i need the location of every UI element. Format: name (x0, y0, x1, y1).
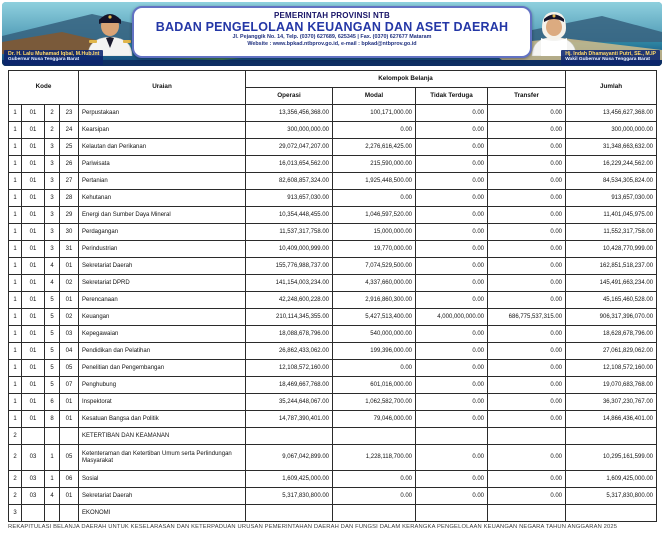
value-cell: 0.00 (333, 471, 416, 488)
uraian-cell: Perencanaan (79, 292, 246, 309)
uraian-cell: Inspektorat (79, 394, 246, 411)
kode-cell: 3 (45, 156, 60, 173)
budget-table-container (8, 70, 656, 522)
kode-cell: 05 (60, 360, 79, 377)
value-cell: 1,609,425,000.00 (246, 471, 333, 488)
value-cell (333, 505, 416, 522)
governor-photo (80, 4, 140, 56)
header-modal: Modal (333, 88, 416, 105)
kode-cell: 02 (60, 309, 79, 326)
kode-cell: 28 (60, 190, 79, 207)
header-kelompok-belanja: Kelompok Belanja (246, 71, 566, 88)
uraian-cell: EKONOMI (79, 505, 246, 522)
kode-cell: 01 (22, 173, 45, 190)
value-cell: 0.00 (333, 190, 416, 207)
value-cell: 100,171,000.00 (333, 105, 416, 122)
value-cell: 141,154,003,234.00 (246, 275, 333, 292)
kode-cell: 01 (22, 207, 45, 224)
kode-cell: 1 (9, 122, 22, 139)
value-cell (416, 428, 488, 445)
value-cell: 155,776,988,737.00 (246, 258, 333, 275)
value-cell (566, 428, 657, 445)
table-row (9, 241, 657, 258)
uraian-cell: Sosial (79, 471, 246, 488)
value-cell: 0.00 (416, 377, 488, 394)
value-cell: 0.00 (333, 122, 416, 139)
uraian-cell: Perpustakaan (79, 105, 246, 122)
kode-cell: 3 (45, 207, 60, 224)
kode-cell: 1 (9, 360, 22, 377)
value-cell: 0.00 (488, 190, 566, 207)
kode-cell (45, 505, 60, 522)
kode-cell: 3 (45, 241, 60, 258)
kode-cell: 29 (60, 207, 79, 224)
value-cell: 0.00 (488, 488, 566, 505)
value-cell: 0.00 (488, 343, 566, 360)
value-cell: 0.00 (333, 488, 416, 505)
table-row (9, 224, 657, 241)
kode-cell: 1 (45, 445, 60, 471)
kode-cell: 04 (60, 343, 79, 360)
kode-cell: 01 (22, 394, 45, 411)
value-cell: 14,787,390,401.00 (246, 411, 333, 428)
value-cell: 15,000,000.00 (333, 224, 416, 241)
vice-governor-title: Wakil Gubernur Nusa Tenggara Barat (565, 57, 650, 63)
value-cell: 5,317,830,800.00 (566, 488, 657, 505)
recap-footnote: REKAPITULASI BELANJA DAERAH UNTUK KESELARASAN DAN KETERPADUAN URUSAN PEMERINTAHAN DAERAH DAN FUNGSI DALAM KERANGKA PENGELOLAAN KEUANGAN NEGARA TAHUN ANGGARAN 2025 (8, 524, 618, 530)
value-cell: 0.00 (416, 105, 488, 122)
value-cell: 12,108,572,160.00 (566, 360, 657, 377)
table-row (9, 207, 657, 224)
value-cell: 0.00 (416, 292, 488, 309)
kode-cell: 4 (45, 488, 60, 505)
value-cell: 13,456,627,368.00 (566, 105, 657, 122)
header-kode: Kode (9, 71, 79, 105)
table-row (9, 360, 657, 377)
kode-cell: 5 (45, 343, 60, 360)
value-cell: 18,469,667,768.00 (246, 377, 333, 394)
kode-cell: 01 (22, 224, 45, 241)
value-cell: 1,046,597,520.00 (333, 207, 416, 224)
value-cell: 19,070,683,768.00 (566, 377, 657, 394)
kode-cell (60, 505, 79, 522)
value-cell: 0.00 (333, 360, 416, 377)
header-tidak-terduga: Tidak Terduga (416, 88, 488, 105)
value-cell: 11,552,317,758.00 (566, 224, 657, 241)
value-cell: 0.00 (416, 122, 488, 139)
kode-cell: 30 (60, 224, 79, 241)
value-cell: 0.00 (488, 139, 566, 156)
kode-cell: 01 (22, 156, 45, 173)
kode-cell: 5 (45, 292, 60, 309)
header-uraian: Uraian (79, 71, 246, 105)
kode-cell: 2 (9, 445, 22, 471)
kode-cell: 1 (9, 207, 22, 224)
value-cell: 13,356,456,368.00 (246, 105, 333, 122)
kode-cell: 03 (22, 488, 45, 505)
governor-figure-icon (80, 4, 140, 56)
value-cell: 36,307,230,767.00 (566, 394, 657, 411)
value-cell: 0.00 (416, 139, 488, 156)
kode-cell: 1 (9, 394, 22, 411)
value-cell: 18,628,678,796.00 (566, 326, 657, 343)
governor-title: Gubernur Nusa Tenggara Barat (8, 57, 80, 63)
table-row (9, 428, 657, 445)
value-cell: 0.00 (416, 326, 488, 343)
kode-cell: 24 (60, 122, 79, 139)
header-jumlah: Jumlah (566, 71, 657, 105)
budget-table (8, 70, 657, 522)
kode-cell: 07 (60, 377, 79, 394)
value-cell: 0.00 (416, 156, 488, 173)
value-cell: 0.00 (488, 207, 566, 224)
uraian-cell: KETERTIBAN DAN KEAMANAN (79, 428, 246, 445)
value-cell: 35,244,648,067.00 (246, 394, 333, 411)
value-cell: 10,409,000,999.00 (246, 241, 333, 258)
value-cell: 4,337,660,000.00 (333, 275, 416, 292)
kode-cell: 01 (22, 292, 45, 309)
value-cell (416, 505, 488, 522)
value-cell: 0.00 (416, 411, 488, 428)
value-cell: 210,114,345,355.00 (246, 309, 333, 326)
kode-cell: 5 (45, 377, 60, 394)
kode-cell (22, 428, 45, 445)
kode-cell: 31 (60, 241, 79, 258)
uraian-cell: Kepegawaian (79, 326, 246, 343)
value-cell: 45,165,460,528.00 (566, 292, 657, 309)
uraian-cell: Kelautan dan Perikanan (79, 139, 246, 156)
value-cell: 686,775,537,315.00 (488, 309, 566, 326)
value-cell (488, 428, 566, 445)
value-cell: 199,396,000.00 (333, 343, 416, 360)
value-cell: 0.00 (488, 173, 566, 190)
governor-name: Dr. H. Lalu Muhamad Iqbal, M.Hub.Int (8, 50, 100, 57)
kode-cell: 01 (22, 122, 45, 139)
uraian-cell: Penghubung (79, 377, 246, 394)
kode-cell: 05 (60, 445, 79, 471)
kode-cell: 01 (22, 326, 45, 343)
value-cell: 540,000,000.00 (333, 326, 416, 343)
kode-cell (60, 428, 79, 445)
value-cell: 7,074,529,500.00 (333, 258, 416, 275)
value-cell: 913,657,030.00 (566, 190, 657, 207)
table-row (9, 505, 657, 522)
value-cell: 31,348,663,632.00 (566, 139, 657, 156)
kode-cell: 4 (45, 275, 60, 292)
value-cell: 11,401,045,975.00 (566, 207, 657, 224)
uraian-cell: Kesatuan Bangsa dan Politik (79, 411, 246, 428)
value-cell: 0.00 (488, 471, 566, 488)
kode-cell: 01 (60, 488, 79, 505)
table-row (9, 411, 657, 428)
value-cell: 11,537,317,758.00 (246, 224, 333, 241)
kode-cell: 1 (9, 190, 22, 207)
kode-cell: 1 (9, 275, 22, 292)
value-cell: 300,000,000.00 (246, 122, 333, 139)
value-cell (566, 505, 657, 522)
agency-website: Website : www.bpkad.ntbprov.go.id, e-mail : bpkad@ntbprov.go.id (247, 41, 417, 48)
kode-cell: 2 (45, 105, 60, 122)
table-row (9, 292, 657, 309)
value-cell: 913,657,030.00 (246, 190, 333, 207)
header-transfer: Transfer (488, 88, 566, 105)
header-operasi: Operasi (246, 88, 333, 105)
value-cell: 10,295,161,599.00 (566, 445, 657, 471)
kode-cell: 01 (60, 394, 79, 411)
kode-cell: 8 (45, 411, 60, 428)
value-cell: 215,590,000.00 (333, 156, 416, 173)
value-cell: 42,248,600,228.00 (246, 292, 333, 309)
kode-cell: 03 (60, 326, 79, 343)
value-cell (333, 428, 416, 445)
value-cell: 1,228,118,700.00 (333, 445, 416, 471)
kode-cell: 01 (22, 105, 45, 122)
table-row (9, 343, 657, 360)
value-cell: 18,088,678,796.00 (246, 326, 333, 343)
budget-table-body (9, 105, 657, 522)
value-cell: 4,000,000,000.00 (416, 309, 488, 326)
value-cell: 0.00 (488, 292, 566, 309)
value-cell: 162,851,518,237.00 (566, 258, 657, 275)
kode-cell: 5 (45, 326, 60, 343)
uraian-cell: Penelitian dan Pengembangan (79, 360, 246, 377)
table-row (9, 394, 657, 411)
value-cell: 0.00 (488, 445, 566, 471)
value-cell: 300,000,000.00 (566, 122, 657, 139)
uraian-cell: Perdagangan (79, 224, 246, 241)
vice-governor-photo (524, 4, 584, 56)
uraian-cell: Perindustrian (79, 241, 246, 258)
kode-cell: 1 (9, 139, 22, 156)
kode-cell: 4 (45, 258, 60, 275)
kode-cell: 01 (22, 275, 45, 292)
value-cell: 0.00 (488, 275, 566, 292)
uraian-cell: Sekretariat Daerah (79, 488, 246, 505)
kode-cell: 3 (45, 173, 60, 190)
value-cell: 0.00 (488, 360, 566, 377)
uraian-cell: Ketenteraman dan Ketertiban Umum serta Perlindungan Masyarakat (79, 445, 246, 471)
table-row (9, 488, 657, 505)
table-row (9, 326, 657, 343)
value-cell: 0.00 (416, 394, 488, 411)
kode-cell: 01 (60, 258, 79, 275)
kode-cell: 01 (22, 377, 45, 394)
value-cell (246, 505, 333, 522)
value-cell: 0.00 (416, 360, 488, 377)
vice-governor-name: Hj. Indah Dhamayanti Putri, SE., M.IP (565, 50, 656, 57)
value-cell: 601,016,000.00 (333, 377, 416, 394)
letterhead-plaque (132, 6, 532, 58)
value-cell: 26,862,433,062.00 (246, 343, 333, 360)
value-cell: 9,067,042,899.00 (246, 445, 333, 471)
value-cell: 0.00 (488, 122, 566, 139)
kode-cell: 03 (22, 471, 45, 488)
kode-cell: 03 (22, 445, 45, 471)
value-cell: 0.00 (416, 445, 488, 471)
kode-cell: 01 (22, 360, 45, 377)
uraian-cell: Pertanian (79, 173, 246, 190)
value-cell: 84,534,305,824.00 (566, 173, 657, 190)
kode-cell: 1 (9, 241, 22, 258)
kode-cell: 3 (45, 224, 60, 241)
kode-cell: 1 (9, 411, 22, 428)
uraian-cell: Energi dan Sumber Daya Mineral (79, 207, 246, 224)
uraian-cell: Keuangan (79, 309, 246, 326)
kode-cell: 06 (60, 471, 79, 488)
vice-governor-figure-icon (524, 4, 584, 56)
vice-governor-caption (561, 50, 660, 65)
kode-cell: 1 (9, 377, 22, 394)
kode-cell: 1 (9, 156, 22, 173)
value-cell: 0.00 (488, 326, 566, 343)
kode-cell: 1 (45, 471, 60, 488)
value-cell: 1,062,582,700.00 (333, 394, 416, 411)
uraian-cell: Pendidikan dan Pelatihan (79, 343, 246, 360)
kode-cell: 1 (9, 309, 22, 326)
kode-cell: 6 (45, 394, 60, 411)
uraian-cell: Kehutanan (79, 190, 246, 207)
kode-cell: 01 (22, 309, 45, 326)
kode-cell: 3 (9, 505, 22, 522)
kode-cell: 1 (9, 173, 22, 190)
kode-cell: 5 (45, 360, 60, 377)
value-cell: 0.00 (488, 224, 566, 241)
kode-cell: 2 (9, 428, 22, 445)
kode-cell: 2 (45, 122, 60, 139)
kode-cell: 1 (9, 326, 22, 343)
kode-cell: 25 (60, 139, 79, 156)
value-cell: 0.00 (416, 241, 488, 258)
kode-cell: 23 (60, 105, 79, 122)
kode-cell: 2 (9, 488, 22, 505)
value-cell: 0.00 (488, 411, 566, 428)
table-row (9, 139, 657, 156)
kode-cell (22, 505, 45, 522)
value-cell: 0.00 (488, 258, 566, 275)
kode-cell: 01 (22, 241, 45, 258)
kode-cell: 3 (45, 190, 60, 207)
value-cell: 19,770,000.00 (333, 241, 416, 258)
kode-cell: 27 (60, 173, 79, 190)
kode-cell (45, 428, 60, 445)
value-cell: 79,046,000.00 (333, 411, 416, 428)
table-row (9, 309, 657, 326)
value-cell (246, 428, 333, 445)
government-name: PEMERINTAH PROVINSI NTB (273, 11, 390, 20)
table-row (9, 156, 657, 173)
value-cell: 29,072,047,207.00 (246, 139, 333, 156)
kode-cell: 5 (45, 309, 60, 326)
value-cell: 0.00 (488, 105, 566, 122)
kode-cell: 01 (60, 411, 79, 428)
value-cell: 0.00 (416, 207, 488, 224)
uraian-cell: Kearsipan (79, 122, 246, 139)
value-cell: 5,427,513,400.00 (333, 309, 416, 326)
kode-cell: 01 (60, 292, 79, 309)
kode-cell: 01 (22, 139, 45, 156)
value-cell: 12,108,572,160.00 (246, 360, 333, 377)
value-cell: 0.00 (488, 377, 566, 394)
value-cell: 0.00 (488, 156, 566, 173)
value-cell: 14,866,436,401.00 (566, 411, 657, 428)
uraian-cell: Pariwisata (79, 156, 246, 173)
kode-cell: 1 (9, 105, 22, 122)
kode-cell: 2 (9, 471, 22, 488)
value-cell: 10,354,448,455.00 (246, 207, 333, 224)
governor-caption (4, 50, 103, 65)
value-cell: 10,428,770,999.00 (566, 241, 657, 258)
table-row (9, 377, 657, 394)
table-row (9, 105, 657, 122)
value-cell: 0.00 (416, 471, 488, 488)
kode-cell: 02 (60, 275, 79, 292)
uraian-cell: Sekretariat DPRD (79, 275, 246, 292)
kode-cell: 01 (22, 343, 45, 360)
kode-cell: 26 (60, 156, 79, 173)
value-cell: 0.00 (416, 488, 488, 505)
value-cell: 82,608,857,324.00 (246, 173, 333, 190)
value-cell: 5,317,830,800.00 (246, 488, 333, 505)
table-row (9, 173, 657, 190)
value-cell: 0.00 (416, 275, 488, 292)
value-cell: 2,276,616,425.00 (333, 139, 416, 156)
value-cell (488, 505, 566, 522)
table-row (9, 445, 657, 471)
table-row (9, 258, 657, 275)
table-row (9, 275, 657, 292)
kode-cell: 1 (9, 258, 22, 275)
value-cell: 0.00 (488, 394, 566, 411)
table-row (9, 122, 657, 139)
value-cell: 1,609,425,000.00 (566, 471, 657, 488)
value-cell: 0.00 (416, 343, 488, 360)
value-cell: 0.00 (488, 241, 566, 258)
value-cell: 906,317,396,070.00 (566, 309, 657, 326)
agency-name: BADAN PENGELOLAAN KEUANGAN DAN ASET DAERAH (155, 20, 509, 34)
letterhead-banner (2, 2, 662, 66)
value-cell: 2,916,860,300.00 (333, 292, 416, 309)
kode-cell: 3 (45, 139, 60, 156)
table-row (9, 190, 657, 207)
value-cell: 1,925,448,500.00 (333, 173, 416, 190)
kode-cell: 1 (9, 343, 22, 360)
uraian-cell: Sekretariat Daerah (79, 258, 246, 275)
kode-cell: 1 (9, 224, 22, 241)
kode-cell: 01 (22, 411, 45, 428)
kode-cell: 01 (22, 190, 45, 207)
table-row (9, 471, 657, 488)
value-cell: 27,061,829,062.00 (566, 343, 657, 360)
kode-cell: 01 (22, 258, 45, 275)
value-cell: 16,229,244,562.00 (566, 156, 657, 173)
value-cell: 0.00 (416, 224, 488, 241)
value-cell: 145,491,663,234.00 (566, 275, 657, 292)
value-cell: 0.00 (416, 173, 488, 190)
kode-cell: 1 (9, 292, 22, 309)
value-cell: 0.00 (416, 258, 488, 275)
value-cell: 0.00 (416, 190, 488, 207)
value-cell: 16,013,654,562.00 (246, 156, 333, 173)
agency-address: Jl. Pejanggik No. 14, Telp. (0370) 627689, 625345 | Fax. (0370) 627677 Mataram (232, 34, 432, 40)
